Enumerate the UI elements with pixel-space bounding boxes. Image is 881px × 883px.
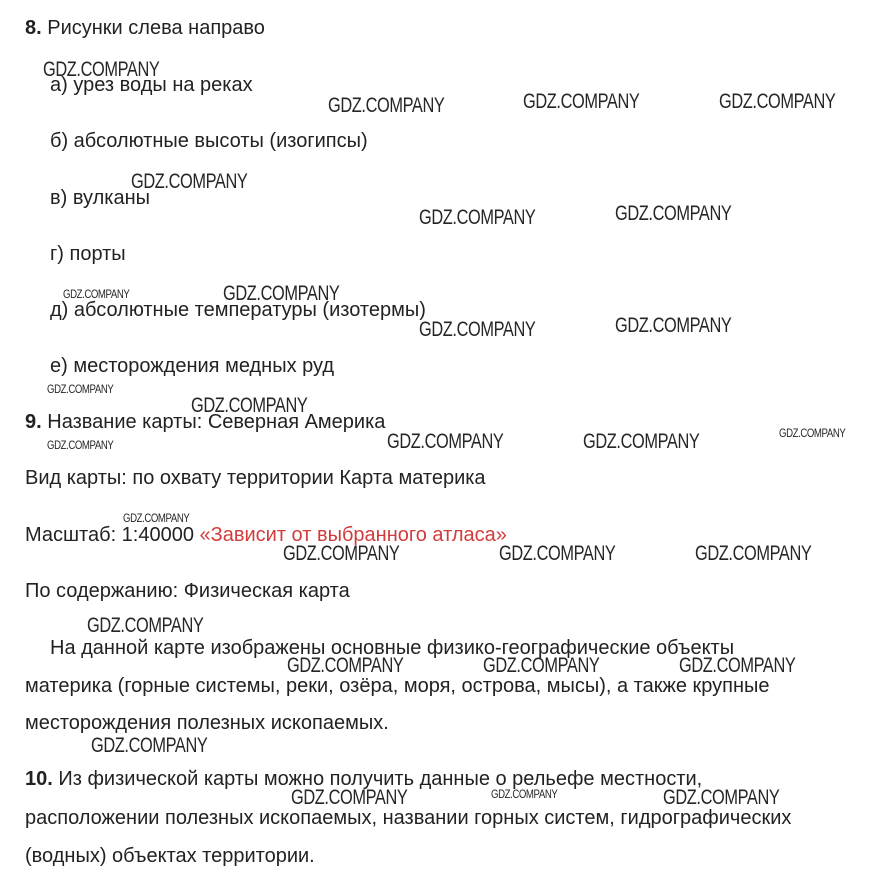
description-line: На данной карте изображены основные физико-географические объекты [50,637,735,659]
section-8-item: б) абсолютные высоты (изогипсы) [50,130,368,152]
watermark: GDZ.COMPANY [483,654,600,677]
section-10-line: Из физической карты можно получить данные о рельефе местности, [58,768,703,790]
watermark: GDZ.COMPANY [291,786,408,809]
watermark: GDZ.COMPANY [679,654,796,677]
section-10-number: 10. [25,768,53,790]
watermark: GDZ.COMPANY [63,287,130,301]
section-9-number: 9. [25,411,42,433]
scale-label: Масштаб: 1:40000 [25,524,194,546]
watermark: GDZ.COMPANY [387,430,504,453]
watermark: GDZ.COMPANY [499,542,616,565]
section-10-line: расположении полезных ископаемых, названии горных систем, гидрографических [25,807,792,829]
watermark: GDZ.COMPANY [695,542,812,565]
watermark: GDZ.COMPANY [419,318,536,341]
section-10-line: (водных) объектах территории. [25,845,315,867]
watermark: GDZ.COMPANY [663,786,780,809]
watermark: GDZ.COMPANY [47,438,114,452]
watermark: GDZ.COMPANY [491,787,558,801]
watermark: GDZ.COMPANY [615,314,732,337]
watermark: GDZ.COMPANY [131,170,248,193]
content-type: По содержанию: Физическая карта [25,580,350,602]
section-8-item: а) урез воды на реках [50,74,253,96]
section-8-item: е) месторождения медных руд [50,355,335,377]
section-8-item: в) вулканы [50,187,150,209]
section-8-title: Рисунки слева направо [47,17,265,39]
map-scale [25,523,507,547]
watermark: GDZ.COMPANY [719,90,836,113]
watermark: GDZ.COMPANY [328,94,445,117]
scale-note: «Зависит от выбранного атласа» [199,524,507,546]
watermark: GDZ.COMPANY [287,654,404,677]
watermark: GDZ.COMPANY [523,90,640,113]
watermark: GDZ.COMPANY [615,202,732,225]
watermark: GDZ.COMPANY [43,58,160,81]
section-8-item: д) абсолютные температуры (изотермы) [50,299,426,321]
section-8-item: г) порты [50,243,126,265]
section-8-heading [25,16,265,40]
description-line: материка (горные системы, реки, озёра, моря, острова, мысы), а также крупные [25,675,770,697]
map-type: Вид карты: по охвату территории Карта материка [25,467,486,489]
watermark: GDZ.COMPANY [123,511,190,525]
section-8-number: 8. [25,17,42,39]
watermark: GDZ.COMPANY [47,382,114,396]
watermark: GDZ.COMPANY [583,430,700,453]
map-name: Название карты: Северная Америка [47,411,386,433]
description-line: месторождения полезных ископаемых. [25,712,389,734]
watermark: GDZ.COMPANY [191,394,308,417]
watermark: GDZ.COMPANY [419,206,536,229]
watermark: GDZ.COMPANY [91,734,208,757]
watermark: GDZ.COMPANY [283,542,400,565]
watermark: GDZ.COMPANY [223,282,340,305]
watermark: GDZ.COMPANY [87,614,204,637]
watermark: GDZ.COMPANY [779,426,846,440]
